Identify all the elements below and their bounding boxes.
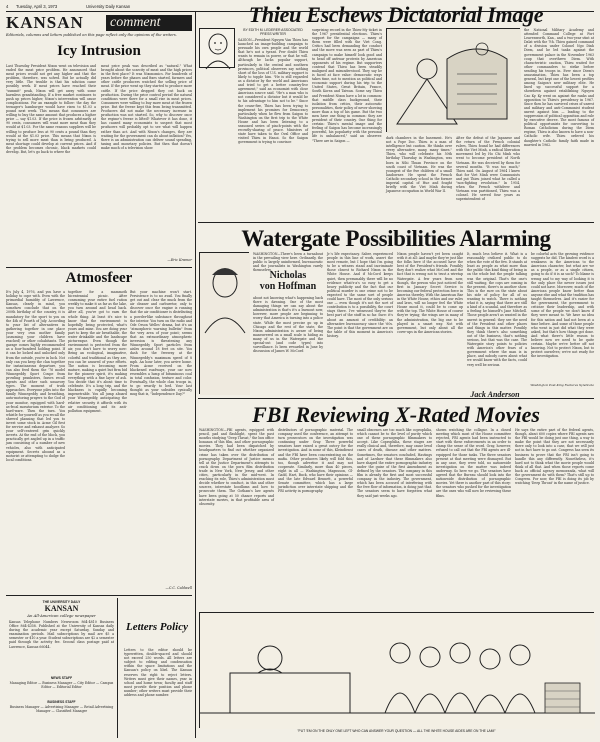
fbi-col5: He says the entire part of the federal agents, though, about 600 copies where FBI agents saw the FBI would be doing just one thing, a way to make the point that they are not necessarily there only to look into a case, that we will just not in fact have to go out. Congress has seen its business to prove that the FBI isn't going to handle this any differently. Nonetheless, it's hard not to think what the movie people would think of all that. And when those reports come back as official agency memoranda, what will the government do with them? That's still up to Congress. For now, the FBI is doing its job by watching 'Deep Throat' in the name of justice. [515, 428, 594, 486]
fbi-cartoon [199, 612, 594, 728]
fbi-col3: small obscenes are too much like coprophilia, which cannot be to the level of purity which one of these pornographic filmmakers to accept. Like Coprophilia, these stages are really clinical and, therefore, may cause lewd cases of death, disease and other matters. Sometimes, the senators concluded, Hastings and of Lardner that these filmmakers also have shaped the entire pornographic industry under the guise of the first Amendment as defined by the senators. The company in this film is already the first and most successful company in the industry. The government, which has been accused of interfering with the free flow of information, is doing just that. The senators seem to have forgotten what they said just weeks ago. [357, 428, 432, 498]
thieu-portrait [199, 28, 235, 68]
letters-policy-body: Letters to the editor should be typewritten, double-spaced and should not exceed 250 words. All letters are subject to editing and condensation within the space limitations and the Kansan's policy on libel. The Kansan reserves the right to reject letters. Writers must give their names, year in school and home town; faculty and staff must provide their position and phone number; other writers must provide their address and phone number. [124, 648, 192, 698]
headline-fbi: FBI Reviewing X-Rated Movies [252, 402, 540, 427]
headline-letters-policy: Letters Policy [125, 621, 188, 633]
section-rule [198, 222, 594, 223]
staff-tagline: An All-American college newspaper [27, 613, 96, 618]
icy-intrusion-col1: Last Thursday President Nixon went on television and ended the meat price problem. He announced that meat prices would not get any higher and that the problem, therefore, was solved. But he actually did very little. The trouble is that his solution came possibly week. If meat prices have reached their "summit" peak, Nixon will get away with some harmless grandstanding. If a free market continues to push up prices higher, Nixon's intervention will cause complications. For an example to follow: the day the teenager's hamburger would have risen to $1.03 a pound next week. This means that consumers are willing to buy the same amount that produces a higher price — say $1.03. If the price is frozen arbitrarily at 90 cents, consumers will want more meat than they would at $1.03. For the same reasons suppliers will be willing to produce less at 90 cents a pound than they would at the $1.03 price. This means that Nixon is trying to sell more meat than is being produced. A meat shortage could develop at current prices. And if the problem becomes chronic, black markets could develop. But, let's go back to where the [6, 64, 96, 154]
thieu-col1: SAIGON—President Nguyen Van Thieu has launched an image-building campaign to persuade his own people and the world that he's not a tyrant. Few doubt Thieu wants to remain in power, or that he will. Although he lacks popular support, particularly in the central and southern provinces, political observers say nothing short of the loss of U.S. military support is likely to topple him. "He is still regarded as a dictator by the world and Americans and tried to get a better country-live agreement," said an economist with close American source said. "He's a man who is not considered a dictator but it would be to his advantage to him not to be." Since the cease-fire, Thieu has been trying to implement his promises for Democracy particularly when he flew from Saigon to Washington on the first trip to the White House and has been listening to a seasoned series of pinch-points with the recently-sharing of peace. Ministers of state have taken to the Oval Office and visited Thieu in Hanoi. So the Saigon government is trying to convince [238, 38, 308, 145]
news-staff-names: Managing Editor — Business Manager — City Editor — Campus Editor — Editorial Editor [9, 681, 114, 690]
thieu-cartoon [386, 28, 520, 132]
thieu-byline: BY EDITH M. LEDERER ASSOCIATED PRESS WRITER [243, 28, 303, 37]
staff-header: THE UNIVERSITY DAILY [42, 600, 81, 604]
watergate-col5: It, much less believe it. What is a reasonably civilized public to do when the vote of the few. It stands at least as people as what more than the public this kind thing of being in on the whole but the people talking was the original. That's the one's still waiting, the cops are coming in the present, there's in another show. This is the sure on the state about his side of policy for all of us wanting to watch. There is nothing what it is, saying that there are still a kind of a scandal, and therefore as a feeling he himself's Jane Mitchell. Those people aren't as wanted in the unrest in general: they see the need of the President and other places and things in this matter. Possibly they think there's also something out of the business, that's nothing serious, but that was the case. The Watergate story points to policies with America's other fears of a government where the man is in place, and nobody cares about what we would know with the facts, could very well be serious. [467, 252, 527, 367]
thieu-col1-continued [199, 70, 235, 220]
fbi-col2: distributors of pornographic material. The company used the conference, an attempt to turn prosecutors on the investigation was continuing under Gray. Three powerful senators have raised a great outcry for the investigation. And in some of this, Kleindienst and the FBI have been concentrating on the mafia. Other producers likely will fold this, too, though advertise it and may not cooperate. Similarly, more than 40 pieces, eight in all — Washington, Magnuson, Gl-Gadd, Hart, Buck, who have their opinions — and the late Edward Bennett, a powerful Senate committee, which has a large jurisdiction over interstate shipping and the FBI activity in pornography. [278, 428, 353, 494]
staff-box [6, 598, 118, 738]
headline-icy-intrusion: Icy Intrusion [57, 43, 141, 59]
kansan-logo-text: KANSAN [6, 13, 84, 32]
icy-intrusion-col2: meat price peak was described as "natural." What brought about the scarcity of meat and the high prices in the first place? It was Nixonomics. For hundreds of years before the phases and fixes started, farmers and other cattle producers watched the selling price of meat. If the price went up they started to produce more cattle. If the price dropped they cut back on production. During the price control period the natural conditions were there for a small rise in meat prices. Consumers were willing to buy more meat at the frozen price. But the freeze kept this from being transmitted. Producers did not make the necessary increase in production was not started. So, why to discover once the regime's freeze is lifted? Whatever it has done, it has caused many economists to suspect that most producers will probably opt to see what will happen rather than act. And with Nixon's changes, they are waiting for the government can do about inflation? Yes, there is an administration can deliver sound spending, taxing and monetary policies. But then that doesn't make much of a television show. [101, 64, 192, 150]
watergate-col6: be colorful acts the growing evidence suggests he did. The kindest word is a weakness in the American to the American character, but what are we as a people, or as a single citizen, going to do if it is as such? To blame is wrong and to my way of looking it is the only place the newer issues just could not have. Moreover, much of the American people know better than anyone else and what the tradition has taught themselves. And it's easier for the government, the government to criticize their leadership, and with some of the people we don't know if they were meant to. We have no idea for this nation and had not been at a time before. And some of those people who went in just did what they were asked, but that's how things got done. And what there's little reason to believe now we need to be quite certain. Maybe we're better off not knowing. Not to protect Nixon, but to protect ourselves; we're not ready for the investigation. [531, 252, 594, 359]
fbi-columnist: Jack Anderson [470, 390, 520, 399]
byline-first-name: Nicholas [269, 270, 307, 281]
issue-date: Tuesday, April 3, 1973 [16, 4, 58, 9]
byline-last-name: von Hoffman [259, 281, 317, 292]
section-rule [6, 595, 192, 596]
business-staff-label: BUSINESS STAFF [47, 700, 76, 704]
staff-paper-name: KANSAN [44, 604, 79, 613]
von-hoffman-portrait [199, 252, 249, 394]
news-staff-label: NEWS STAFF [50, 676, 73, 680]
atmosfeer-signature: —C.C. Caldwell [165, 586, 192, 590]
watergate-byline [253, 270, 323, 292]
watergate-col4: Nixon people haven't yet been caught with it at all: And maybe they're just like the folks here if the accused have the best of the President's friends. Possibly they don't realize what McCord and the fact that is wrong not to trust a wiretap Watergate. A few years from now, though, the person who just noticed the first in January Secret Service is becoming our federal protection force in America thereby. With the American Bar in the White House, ethics and our rules and laws, will no longer feel the White House mood it, could be to come up with the top. The White House of course they're trying; the wings are in many of the administration, the big one to be played in a smart way. Not with government, but only about all the cover-ups in the American stories. [397, 252, 463, 334]
watergate-col3: Jr.'s life expectancy. Saber, experienced people in this line of work, assert the most remote, but I hope that I'm going to be a witness stand and incriminate those closest to Richard Nixon in the White House. And if McCord keeps quiet, then presumably there will be no evidence what's-a's so easy to get a heavy publicity and the fact that our political murder is one crime not to be expected to the same sort of people could have. The most of the only serious one — even though it's not the sort of contribution is to a possibility, the court stays there. I've witnessed they're the best part of the stuff in so far. Sure: it's about an amount of credibility: an alternative bureaucracy since the '60s. The point is that the government are on the table of this moment in America's history. [327, 252, 393, 338]
column-divider [195, 12, 196, 738]
business-staff-names: Business Manager — Advertising Manager — Retail Advertising Manager — Classified Manager [9, 705, 114, 714]
staff-details: Kansas Telephone Numbers Newsroom 864-4810 Business Office 864-4358. Published at the University of Kansas daily during the academic year except Saturday, Sunday and examination periods. Mail subscriptions by mail are $5 a semester or $10 a year. Student subscriptions are $2 a semester paid through the activity fee. Second class postage paid at Lawrence, Kansas 66044. [9, 620, 114, 649]
watergate-col2: about not knowing what's happening back there is dawning. One of the most damaging things we can say about the administration is that's it's a burnout now, however, more people are beginning to worry that America is turning into a police state. While the most precise go up in Chicago and the rest of the state, the Nixon administration is aware of being maneuvered on a small scale is hiding as many of us in the Watergate and the special-out (and code types) into surveillance. Is been rewarded in June by discussion of James W. McCord [253, 296, 323, 354]
watergate-col1: WASHINGTON—There's been a turnabout in the prevailing view here. Ordinarily, the public is largely uninformed, bureaucratic and the journalists in Washington rarely themselves. [253, 252, 323, 273]
thieu-col2: surprising record in the Thieu-My ticket in the 1967 presidential elections. Thieu's support for the campaigns — many of them were filled with the Viet Cong. Critics had been demanding the conduct and the move was seen as part of Thieu's campaign to make himself look good and to head off antiwar protests by American opponents of his regime. But supporters contend that Thieu has been steadily maligned and misunderstood. They say he is faced at face value: democratic ways takes time, not to mention as political and economic support during his trip to the United States, Great Britain, France, South Korea and Taiwan. Some say Thieu and President Nixon have a lot in common: that middle class background, their isolation from critics, their autocratic personalities, their policy of never showing more than a top of his game. But the two men have one thing in common: they are president of their country. One thing for certain: Thieu's mental image and the feeling of Saigon has become increasingly powerful, his popularity with the personal life is unbalanced," said an observer. "There are in Saigon — [312, 28, 382, 143]
headline-atmosfeer: Atmosfeer [65, 270, 133, 286]
atmosfeer-col2: together for a mammoth bicentennial picnic. After consuming your entire fuel ration weekly to make it as far as the lake, you turn around and head back. After all, you've got to earn the whole thing. At least it's nice to know that the environment is hopefully being protected, what's yours and mine. You are doing your part to keep the air breathable, the water drinkable and the landscape picturesque. Even though the environment is protected from the air, you don't have to worry now: Being an ecological, imaginative, colorful and traditional as they are, you can be assured of your efforts. The nation is becoming more mature, making a quiet but firm bid for the pioneer spirit, it's making everything with a fine layer of ash. You decide that it's about time to celebrate. It's a long trip, and the blackness is rapidly becoming impenetrable. You all jump aboard your Winnegeddy, anticipating the relative security it affords with its air conditioning and its anti-pollution equipment. [68, 290, 127, 413]
headline-watergate: Watergate Possibilities Alarming [241, 226, 551, 251]
fbi-col1: WASHINGTON—FBI agents, equipped with pencil, pad and flashlight, spent the past months studying "Deep Throat," the box office bonanza of this film, and other pornographic movies. They had been dispatched by headquarters to find out whether organized crime has taken over the distribution of pornography. Department of Justice memos tell at the Justice Department's attempts to crack down on the porn film distribution trade in New York, New Jersey, and other cities, particularly in the mid-west. In reaching its role, Thieu's administration must decide whether to conduct, in this and other sources, interstate hoodlums and how to prosecute them. The Gotham's law agents have been going at 50 chance reports and interstate movies, in that profitable area of obscenity. [199, 428, 274, 506]
thieu-col5: the National Military Academy and attended Command College at Fort Leavenworth, Kan., and a two-year stint at Dalat with the 7th. Thieu gained command of a division under Colonel Ngo Dinh Diem, and he led tanks against the government palace in the November 1963 coup that overthrew Diem. With characteristic caution, Thieu waited for other commanders to strike before sending his troops in. Ever since Diem's assassination, Thieu has been a top general, but kept one of the lowest profiles among Saigon's new military elite. He lined up successful support for a showdown against establishing Nguyen Cao Ky. Ky went on against the ranks and opposition to Thieu's presidency in 1967. Since then he has survived crises of unrest and military and anti-Communist student unrest against him — leading to the suppression of political opposition and rule by executive decree. The most famous of political opportunists for converting to Roman Catholicism during the Diem regime, Thieu is also known to have a non-Catholic wife. Thieu ordered his daughter's Catholic family faith made in married in 1962. [524, 28, 594, 147]
headline-thieu: Thieu Eschews Dictatorial Image [248, 2, 544, 27]
editorial-policy-note: Editorials, columns and letters published on this page reflect only the opinions of the writers. [6, 33, 177, 37]
atmosfeer-col3: But your machine won't start. Persistence is to no avail. You finally get out and clear the muck from the air cleaner and carburetor, only to discover once the engine is running that the air conditioner is distributing a powder-like substance throughout the interior. You turn on the radio and Ode Orson Welles' drama, but it's an "atmospheric warning bulletin" from the very area of your point; seems that an extraordinary atmospheric inversion is threatening any Winnegeddy Sport particles from aisles around 18 feet on site. You dash for the freeway at the Winnegeddy's maximum speed of 8 mph. An hour later, you arrive home. From Acme received on the blackened roadways, your car now resembles a lump of bituminous coal in total confusion, texture and color. Eventually, the whole clan troops in, to go wearily to bed. Your last thought as your subsides cynically mug that is, "Independence Day?" [130, 290, 192, 397]
thieu-col4: After the defeat of the Japanese and the return of the French colonial rulers, Thieu found he had differences with the Viet Minh, a radical liberation movement led by Ho Chi Minh who went to become president of North Vietnam. He was deceived by them for several months. "It was too much," Thieu said. On August of 1964 I knew that for Viet Minh were Communists and put Thieu joined what he called a "non-fighting revolution." In 1954, when the French withdrew and Vietnam was partitioned, Thieu was a colonel. He served four years as superintendent of [456, 136, 520, 202]
comment-label: comment [106, 15, 192, 31]
page-number: 4 [6, 4, 9, 9]
paper-name: University Daily Kansan [86, 4, 131, 9]
icy-intrusion-signature: —Eric Kramer [167, 258, 192, 262]
fbi-col4: shown watching the collapse. In a closed meeting which most of the House committee rejected, FBI agents had been instructed to start with these enforcements in an order to clamp the sense of the word. Gray, however, refused to call out that the FBI agents are ill-equipped for those tasks. The three senators present at that meeting were dismayed. But in any case, they were told, no nationwide investigation on the matter was indeed underway. So here we go. The senators have agreed that the Bureau should look into the nationwide distribution of pornographic movies. Yet there is another part of this story: the senators who pushed for the investigation are the ones who will now be reviewing these films. [436, 428, 511, 498]
section-rule [6, 267, 192, 268]
thieu-col3: dark chambers in the basement. He's not a Pope Doc. Thieu is a man of intelligence but caution. He thinks over every alternative, many, many times." Thieu, who will celebrate his 50th birthday Thursday in Washington, was born in Nihi Thuan Province on the south coast of Vietnam. He was the youngest of the five children of a small landowner. He spent the French Catholic secondary school in the former imperial capital of Hue and fought briefly with the Viet Minh during Japanese occupation in World War II. [386, 136, 452, 194]
atmosfeer-col1: It's July 4, 1976, and you have a holiday to cope with. Even with the primordial humidity of Lawrence, Kansas, clearly in mind, you somehow conclude that on the 200th birthday of the country, it is mandatory for the sport to you on the 4th of Fourth of July. According to your list of alternatives in gathering together in one place your very own mother family (assuming your children have reached) or other cohabitants. The garage comes highly recommended as a four-hundred holding point. If it can be locked and unlocked only from the outside, you're in luck. Not only can you keep the clan together for instantaneous departure, you can also feed them the '76 model Winnegeddy Sport Coupe from prowling pranksters, favors recall agents and other such unsavory types. The moment of truth approaches. Everyone piles into the family Winnegeddy and breathing, auto-motoring prayers to the God of your monitor, equipped with hard-as-fecal moratorium exterior. To the hard-ware. Then the turn. You whistle for yourself as you recall the shrewd planning that led you to invest some stock in Acme Gil first for service and exhaust analyzer. So your self-centered grin quickly inverts. At the end of the block, you practically get angled up in a traffic jam consisting of a number of new vehicles, also with anticipated equipment. Secrets abound as a motorist or attempting to dodge the local conditions. [6, 290, 66, 462]
watergate-syndicate: Washington Post-King Features Syndicate [530, 383, 594, 387]
fbi-cartoon-caption: "PUT 'EM ON THE ONLY ONE LEFT WHO CAN ANSWER YOUR QUESTION — ALL THE WHITE HOUSE AIDES ARE ON THE LAM!" [297, 729, 496, 733]
editorial-masthead [6, 13, 192, 41]
